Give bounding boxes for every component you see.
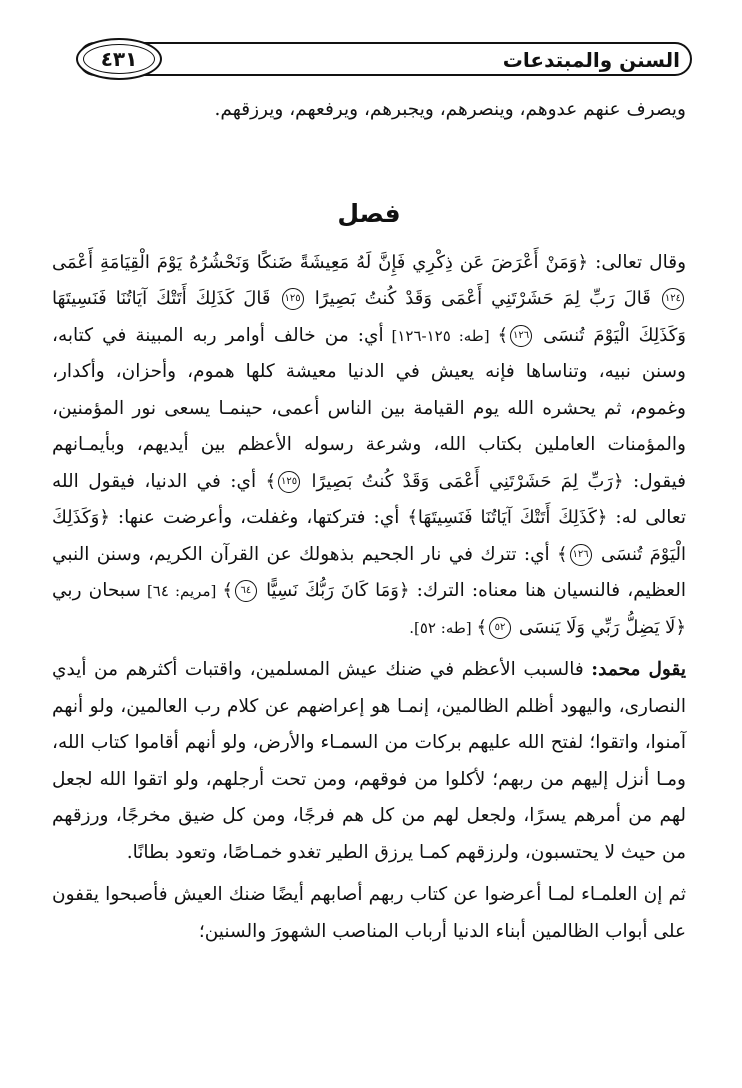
text-segment: أي: تترك في نار الجحيم بذهولك عن القرآن الكريم، وسنن النبي العظيم، فالنسيان هنا معناه: الترك:: [52, 543, 686, 601]
quran-verse: ﴿رَبِّ لِمَ حَشَرْتَنِي أَعْمَى وَقَدْ كُنتُ بَصِيرًا: [311, 470, 624, 492]
ayah-number-mark: ١٢٦: [510, 325, 532, 347]
ayah-number-mark: ١٢٥: [278, 471, 300, 493]
running-header: [78, 42, 692, 76]
quran-verse: ﴿وَمَا كَانَ رَبُّكَ نَسِيًّا: [266, 580, 410, 601]
author-lead: يقول محمد:: [591, 659, 686, 680]
text-segment: وقال تعالى:: [588, 251, 686, 273]
quran-verse: ﴿وَمَنْ أَعْرَضَ عَن ذِكْرِي فَإِنَّ لَهُ مَعِيشَةً ضَنكًا وَنَحْشُرُهُ يَوْمَ الْقِيَامَةِ أَعْمَى: [52, 251, 589, 273]
quran-bracket: ﴾: [476, 616, 487, 638]
surah-reference: [مريم: ٦٤]: [140, 582, 223, 600]
ayah-number-mark: ٥٢: [489, 617, 511, 639]
paragraph-1: [52, 245, 686, 647]
text-segment: أي: فتركتها، وغفلت، وأعرضت عنها:: [109, 507, 408, 528]
quran-bracket: ﴾: [557, 543, 568, 565]
quran-verse: قَالَ كَذَلِكَ أَتَتْكَ آيَاتُنَا فَنَسِيتَهَا وَكَذَلِكَ الْيَوْمَ تُنسَى: [52, 288, 686, 346]
page-number-badge: [76, 38, 162, 80]
quran-verse: ﴿كَذَلِكَ أَتَتْكَ آيَاتُنَا فَنَسِيتَهَا﴾: [407, 507, 608, 528]
ayah-number-mark: ١٢٤: [662, 288, 684, 310]
intro-line: ويصرف عنهم عدوهم، وينصرهم، ويجبرهم، ويرفعهم، ويرزقهم.: [214, 99, 686, 120]
page-body: [52, 92, 686, 950]
text-segment: أي: في الدنيا، فيقول الله تعالى له:: [52, 470, 686, 528]
surah-reference: [طه: ١٢٥-١٢٦]: [383, 326, 498, 345]
ayah-number-mark: ١٢٥: [282, 288, 304, 310]
section-heading: فصل: [337, 198, 401, 228]
text-segment: سبحان ربي: [52, 580, 141, 601]
quran-bracket: ﴾: [265, 470, 277, 492]
ayah-number-mark: ١٢٦: [570, 544, 592, 566]
surah-reference: [طه: ٥٢].: [409, 618, 477, 637]
running-header-title: السنن والمبتدعات: [502, 48, 680, 72]
text-segment: فالسبب الأعظم في ضنك عيش المسلمين، واقتبات أكثرهم من أيدي النصارى، واليهود أظلم الظالمين، إنمـا هو إعراضهم عن كلام رب العالمين، ولو أنهم آمنوا، واتقوا؛ لفتح الله عليهم بركات من السمـاء والأرض، ولو أنهم أقاموا كتاب الله، ومـا أنزل إليهم من ربهم؛ لأكلوا من فوقهم، ومن تحت أرجلهم، ولو اتقوا الله لجعل لهم من أمرهم يسرًا، ولجعل لهم من كل هم فرجًا، ومن كل ضيق مخرجًا، ورزقهم من حيث لا يحتسبون، ولرزقهم كمـا يرزق الطير تغدو خمـاصًا، وتعود بطانًا.: [52, 659, 686, 863]
text-segment: أي: من خالف أوامر ربه المبينة في كتابه، وسنن نبيه، وتناساها فإنه يعيش في الدنيا معيشة كلها هموم، وأحزان، وأكدار، وغموم، ثم يحشره الله يوم القيامة بين الناس أعمى، حينمـا يسعى نور المؤمنين، والمؤمنات العاملين بكتاب الله، وشرعة رسوله الأعظم بين أيديهم، وبأيمـانهم فيقول:: [52, 324, 686, 492]
quran-bracket: ﴾: [222, 580, 233, 601]
paragraph-3: ثم إن العلمـاء لمـا أعرضوا عن كتاب ربهم أصابهم أيضًا ضنك العيش فأصبحوا يقفون على أبواب الظالمين أبناء الدنيا أرباب المناصب الشهورَ والسنين؛: [52, 884, 686, 942]
quran-verse: قَالَ رَبِّ لِمَ حَشَرْتَنِي أَعْمَى وَقَدْ كُنتُ بَصِيرًا: [314, 288, 651, 309]
quran-bracket: ﴾: [497, 324, 509, 346]
quran-verse: ﴿لَا يَضِلُّ رَبِّي وَلَا يَنسَى: [518, 616, 686, 638]
quran-verse: ﴿وَكَذَلِكَ الْيَوْمَ تُنسَى: [52, 507, 686, 565]
paragraph-2: [52, 652, 686, 871]
ayah-number-mark: ٦٤: [235, 580, 257, 602]
page-number: ٤٣١: [83, 44, 155, 74]
